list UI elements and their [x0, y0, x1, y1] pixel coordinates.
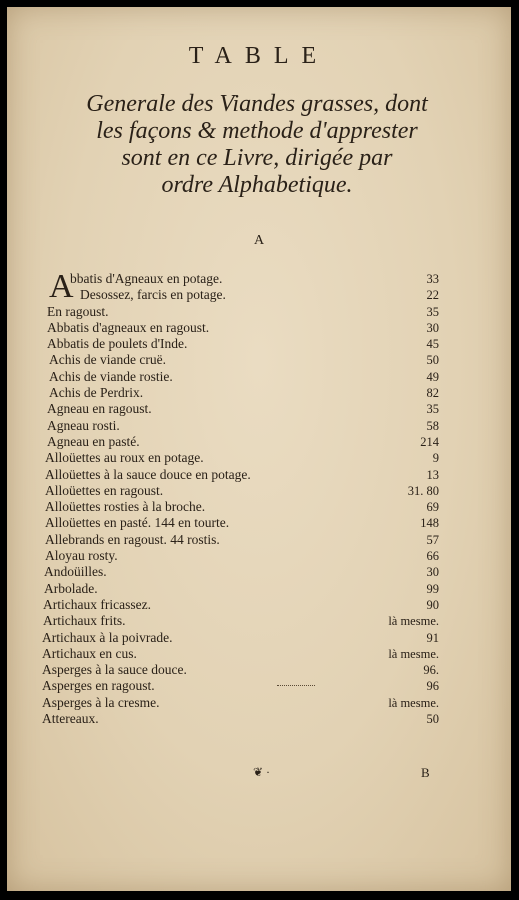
decorative-rule — [277, 685, 315, 686]
entry-text: Allebrands en ragoust. 44 rostis. — [45, 531, 220, 547]
entry-text: Abbatis de poulets d'Inde. — [47, 336, 188, 352]
index-row — [7, 646, 511, 662]
entry-text: Agneau en pasté. — [47, 433, 140, 449]
page-number: 50 — [426, 353, 439, 368]
index-row — [7, 483, 511, 499]
page-number: 96 — [426, 679, 439, 694]
subtitle-line: ordre Alphabetique. — [161, 172, 353, 198]
entry-text: Artichaux fricassez. — [43, 596, 151, 612]
ornament-icon: ❦ · — [253, 765, 271, 779]
entry-text: Desossez, farcis en potage. — [80, 287, 226, 303]
page-number: 214 — [420, 434, 439, 449]
page-number: là mesme. — [388, 614, 439, 629]
page-number: 22 — [426, 288, 439, 303]
entry-text: Artichaux frits. — [43, 613, 126, 629]
entry-text: Alloüettes à la sauce douce en potage. — [45, 466, 251, 482]
drop-capital: A — [49, 268, 74, 305]
page-number: 35 — [426, 304, 439, 319]
index-row — [7, 548, 511, 564]
index-row — [7, 630, 511, 646]
page-number: 35 — [426, 402, 439, 417]
index-row — [7, 532, 511, 548]
index-row — [7, 499, 511, 515]
index-row — [7, 401, 511, 417]
index-row — [7, 467, 511, 483]
index-row — [7, 450, 511, 466]
entry-text: Andoüilles. — [44, 564, 107, 580]
page-number: 148 — [420, 516, 439, 531]
subtitle — [47, 91, 467, 199]
subtitle-line: Generale des Viandes grasses, dont — [86, 91, 428, 117]
entry-text: Asperges en ragoust. — [42, 678, 155, 694]
entry-text: Achis de viande cruë. — [49, 352, 166, 368]
page-number: 69 — [426, 500, 439, 515]
entry-text: Alloüettes en ragoust. — [45, 482, 164, 498]
index-row — [7, 711, 511, 727]
catchword: B — [421, 765, 430, 780]
page-number: 30 — [426, 320, 439, 335]
entry-text: Agneau rosti. — [47, 417, 120, 433]
page-number: 31. 80 — [407, 483, 439, 498]
index-row — [7, 581, 511, 597]
index-row — [7, 662, 511, 678]
index-entries — [7, 268, 511, 727]
entry-text: Arbolade. — [44, 580, 98, 596]
entry-text: Attereaux. — [42, 711, 99, 727]
page-number: 58 — [426, 418, 439, 433]
page-number: 66 — [426, 549, 439, 564]
entry-text: En ragoust. — [47, 303, 109, 319]
book-page — [7, 7, 511, 891]
index-row — [7, 304, 511, 320]
index-row — [7, 336, 511, 352]
section-letter: A — [253, 233, 265, 248]
page-number: 57 — [426, 532, 439, 547]
subtitle-line: sont en ce Livre, dirigée par — [121, 145, 393, 171]
page-number: 49 — [426, 369, 439, 384]
entry-text: Alloüettes en pasté. 144 en tourte. — [45, 515, 230, 531]
entry-text: Achis de Perdrix. — [49, 385, 144, 401]
index-row — [7, 320, 511, 336]
index-row — [7, 434, 511, 450]
index-row — [7, 597, 511, 613]
index-row — [7, 369, 511, 385]
index-row — [7, 271, 511, 287]
page-number: 90 — [426, 597, 439, 612]
index-row — [7, 695, 511, 711]
entry-text: Asperges à la sauce douce. — [42, 662, 187, 678]
page-number: 45 — [426, 337, 439, 352]
page-number: 96. — [423, 663, 439, 678]
entry-text: bbatis d'Agneaux en potage. — [70, 271, 223, 286]
page-number: 82 — [426, 386, 439, 401]
page-number: là mesme. — [388, 646, 439, 661]
entry-text: Agneau en ragoust. — [47, 401, 152, 417]
index-row — [7, 515, 511, 531]
entry-text: Alloüettes au roux en potage. — [45, 450, 204, 466]
entry-text: Alloüettes rosties à la broche. — [45, 499, 206, 515]
page-number: là mesme. — [388, 695, 439, 710]
page-number: 99 — [426, 581, 439, 596]
entry-text: Artichaux en cus. — [42, 645, 137, 661]
page-title: TABLE — [188, 43, 330, 69]
index-row — [7, 564, 511, 580]
page-number: 30 — [426, 565, 439, 580]
index-row — [7, 418, 511, 434]
subtitle-line: les façons & methode d'apprester — [96, 118, 418, 144]
entry-text: Asperges à la cresme. — [42, 694, 160, 710]
index-row — [7, 385, 511, 401]
page-number: 91 — [426, 630, 439, 645]
page-number: 9 — [432, 451, 439, 466]
entry-text: Aloyau rosty. — [45, 548, 118, 564]
entry-text: Achis de viande rostie. — [49, 368, 173, 384]
page-number: 13 — [426, 467, 439, 482]
entry-text: Artichaux à la poivrade. — [42, 629, 173, 645]
page-number: 50 — [426, 712, 439, 727]
page-number: 33 — [426, 272, 439, 286]
index-row — [7, 287, 511, 303]
index-row — [7, 352, 511, 368]
entry-text: Abbatis d'agneaux en ragoust. — [47, 319, 210, 335]
index-row — [7, 613, 511, 629]
index-row — [7, 678, 511, 694]
